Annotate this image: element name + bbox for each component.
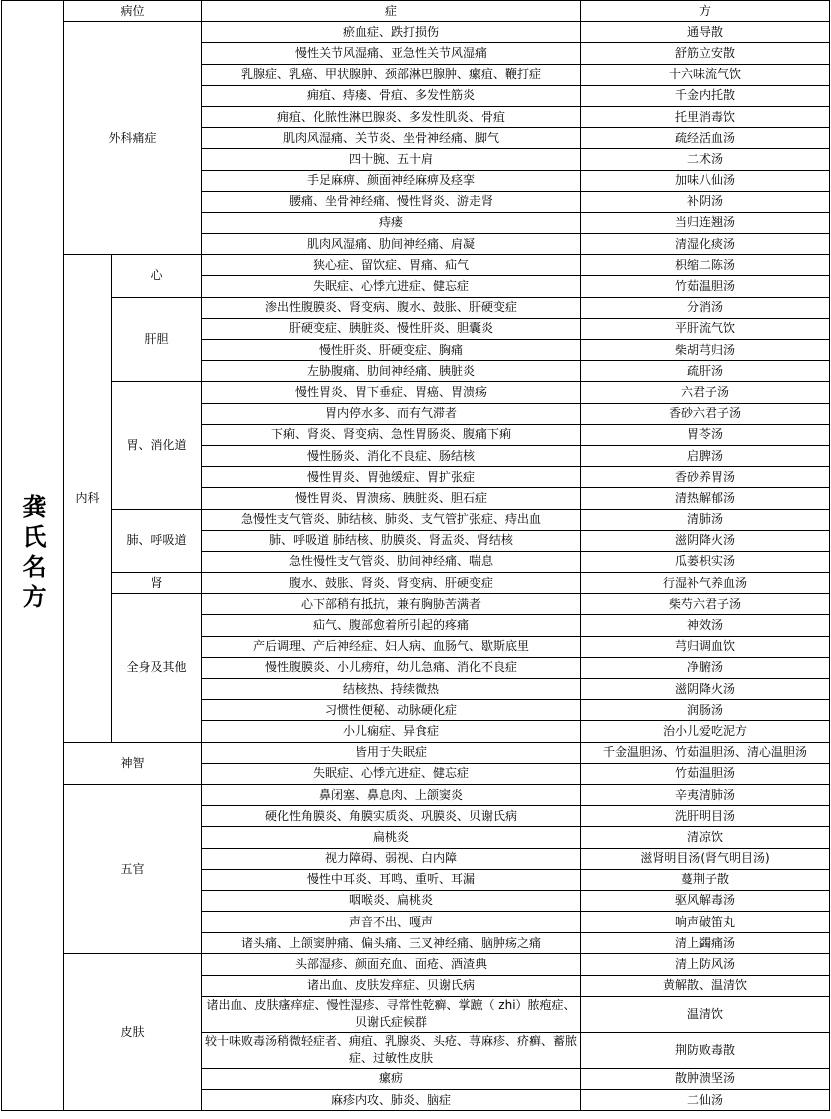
table-row bbox=[2, 573, 830, 594]
table-row bbox=[2, 594, 830, 615]
symptom-cell: 肝硬变症、胰脏炎、慢性肝炎、胆囊炎 bbox=[202, 318, 581, 339]
symptom-cell: 诸头痛、上颌窦肿痛、偏头痛、三叉神经痛、脑肿疡之痛 bbox=[202, 933, 581, 954]
symptom-cell: 肺、呼吸道 肺结核、肋膜炎、肾盂炎、肾结核 bbox=[202, 530, 581, 551]
table-row bbox=[2, 742, 830, 763]
symptom-cell: 渗出性腹膜炎、肾变病、腹水、鼓胀、肝硬变症 bbox=[202, 297, 581, 318]
header-position: 病位 bbox=[64, 1, 202, 22]
formula-cell: 平肝流气饮 bbox=[581, 318, 830, 339]
symptom-cell: 硬化性角膜炎、角膜实质炎、巩膜炎、贝谢氏病 bbox=[202, 806, 581, 827]
subgroup-cell: 肾 bbox=[112, 573, 202, 594]
symptom-cell: 瘰疬 bbox=[202, 1068, 581, 1089]
symptom-cell: 鼻闭塞、鼻息肉、上颌窦炎 bbox=[202, 784, 581, 805]
formula-cell: 六君子汤 bbox=[581, 382, 830, 403]
formula-cell: 温清饮 bbox=[581, 996, 830, 1032]
table-row bbox=[2, 784, 830, 805]
symptom-cell: 痔瘘 bbox=[202, 212, 581, 233]
table-row bbox=[2, 22, 830, 43]
formula-cell: 治小儿爱吃泥方 bbox=[581, 721, 830, 742]
table-row bbox=[2, 297, 830, 318]
symptom-cell: 左胁腹痛、肋间神经痛、胰脏炎 bbox=[202, 361, 581, 382]
symptom-cell: 头部湿疹、颜面充血、面疮、酒渣典 bbox=[202, 954, 581, 975]
formula-cell: 清热解郁汤 bbox=[581, 488, 830, 509]
formula-cell: 响声破笛丸 bbox=[581, 912, 830, 933]
symptom-cell: 腰痛、坐骨神经痛、慢性肾炎、游走肾 bbox=[202, 191, 581, 212]
formula-cell: 托里消毒饮 bbox=[581, 106, 830, 127]
symptom-cell: 疝气、腹部愈着所引起的疼痛 bbox=[202, 615, 581, 636]
symptom-cell: 急慢性支气管炎、肺结核、肺炎、支气管扩张症、痔出血 bbox=[202, 509, 581, 530]
header-row bbox=[2, 1, 830, 22]
formula-table bbox=[1, 0, 830, 1111]
formula-cell: 洗肝明目汤 bbox=[581, 806, 830, 827]
symptom-cell: 瘀血症、跌打损伤 bbox=[202, 22, 581, 43]
subgroup-cell: 全身及其他 bbox=[112, 594, 202, 742]
formula-cell: 荆防败毒散 bbox=[581, 1032, 830, 1068]
symptom-cell: 痈疽、化脓性淋巴腺炎、多发性肌炎、骨疽 bbox=[202, 106, 581, 127]
formula-cell: 香砂养胃汤 bbox=[581, 467, 830, 488]
formula-cell: 滋阴降火汤 bbox=[581, 679, 830, 700]
formula-cell: 疏经活血汤 bbox=[581, 128, 830, 149]
table-body bbox=[2, 1, 830, 1111]
formula-cell: 清湿化痰汤 bbox=[581, 234, 830, 255]
formula-cell: 二仙汤 bbox=[581, 1090, 830, 1111]
page-title: 龚氏名方 bbox=[18, 493, 47, 614]
symptom-cell: 四十腕、五十肩 bbox=[202, 149, 581, 170]
formula-cell: 胃苓汤 bbox=[581, 424, 830, 445]
formula-cell: 柴芍六君子汤 bbox=[581, 594, 830, 615]
symptom-cell: 慢性肠炎、消化不良症、肠结核 bbox=[202, 445, 581, 466]
symptom-cell: 习惯性便秘、动脉硬化症 bbox=[202, 700, 581, 721]
symptom-cell: 腹水、鼓胀、肾炎、肾变病、肝硬变症 bbox=[202, 573, 581, 594]
symptom-cell: 心下部稍有抵抗，兼有胸胁苦满者 bbox=[202, 594, 581, 615]
symptom-cell: 手足麻痹、颜面神经麻痹及痉挛 bbox=[202, 170, 581, 191]
formula-cell: 竹茹温胆汤 bbox=[581, 763, 830, 784]
group-cell: 内科 bbox=[64, 255, 112, 742]
formula-cell: 补阴汤 bbox=[581, 191, 830, 212]
formula-cell: 香砂六君子汤 bbox=[581, 403, 830, 424]
symptom-cell: 结核热、持续微热 bbox=[202, 679, 581, 700]
formula-cell: 千金内托散 bbox=[581, 85, 830, 106]
subgroup-cell: 心 bbox=[112, 255, 202, 297]
symptom-cell: 慢性关节风湿痛、亚急性关节风湿痛 bbox=[202, 43, 581, 64]
title-cell bbox=[2, 1, 64, 1111]
symptom-cell: 失眠症、心悸亢进症、健忘症 bbox=[202, 276, 581, 297]
formula-cell: 舒筋立安散 bbox=[581, 43, 830, 64]
formula-cell: 清肺汤 bbox=[581, 509, 830, 530]
group-cell: 皮肤 bbox=[64, 954, 202, 1111]
symptom-cell: 扁桃炎 bbox=[202, 827, 581, 848]
symptom-cell: 较十味败毒汤稍微轻症者、痈疽、乳腺炎、头疮、荨麻疹、疥癣、蓄脓症、过敏性皮肤 bbox=[202, 1032, 581, 1068]
formula-cell: 千金温胆汤、竹茹温胆汤、清心温胆汤 bbox=[581, 742, 830, 763]
symptom-cell: 诸出血、皮肤发痒症、贝谢氏病 bbox=[202, 975, 581, 996]
symptom-cell: 产后调理、产后神经症、妇人病、血肠气、歇斯底里 bbox=[202, 636, 581, 657]
formula-cell: 净腑汤 bbox=[581, 657, 830, 678]
formula-cell: 黄解散、温清饮 bbox=[581, 975, 830, 996]
formula-cell: 滋肾明目汤(肾气明目汤) bbox=[581, 848, 830, 869]
symptom-cell: 肌肉风湿痛、肋间神经痛、肩凝 bbox=[202, 234, 581, 255]
symptom-cell: 小儿痫症、异食症 bbox=[202, 721, 581, 742]
subgroup-cell: 肺、呼吸道 bbox=[112, 509, 202, 573]
formula-cell: 散肿溃坚汤 bbox=[581, 1068, 830, 1089]
formula-cell: 十六味流气饮 bbox=[581, 64, 830, 85]
formula-cell: 枳缩二陈汤 bbox=[581, 255, 830, 276]
formula-cell: 驱风解毒汤 bbox=[581, 890, 830, 911]
symptom-cell: 慢性胃炎、胃下垂症、胃癌、胃溃疡 bbox=[202, 382, 581, 403]
symptom-cell: 狭心症、留饮症、胃痛、疝气 bbox=[202, 255, 581, 276]
symptom-cell: 视力障碍、弱视、白内障 bbox=[202, 848, 581, 869]
formula-cell: 柴胡芎归汤 bbox=[581, 340, 830, 361]
symptom-cell: 慢性肝炎、肝硬变症、胸痛 bbox=[202, 340, 581, 361]
formula-cell: 清凉饮 bbox=[581, 827, 830, 848]
formula-cell: 神效汤 bbox=[581, 615, 830, 636]
symptom-cell: 乳腺症、乳癌、甲状腺肿、颈部淋巴腺肿、瘰疽、鞭打症 bbox=[202, 64, 581, 85]
formula-cell: 行湿补气养血汤 bbox=[581, 573, 830, 594]
formula-cell: 疏肝汤 bbox=[581, 361, 830, 382]
subgroup-cell: 肝胆 bbox=[112, 297, 202, 382]
formula-cell: 分消汤 bbox=[581, 297, 830, 318]
formula-cell: 当归连翘汤 bbox=[581, 212, 830, 233]
symptom-cell: 慢性胃炎、胃弛缓症、胃扩张症 bbox=[202, 467, 581, 488]
symptom-cell: 声音不出、嘎声 bbox=[202, 912, 581, 933]
formula-cell: 辛夷清肺汤 bbox=[581, 784, 830, 805]
group-cell: 五官 bbox=[64, 784, 202, 954]
symptom-cell: 麻疹内攻、肺炎、脑症 bbox=[202, 1090, 581, 1111]
formula-cell: 蔓荆子散 bbox=[581, 869, 830, 890]
formula-cell: 竹茹温胆汤 bbox=[581, 276, 830, 297]
symptom-cell: 痈疽、痔瘘、骨疽、多发性筋炎 bbox=[202, 85, 581, 106]
symptom-cell: 诸出血、皮肤瘙痒症、慢性湿疹、寻常性乾癣、掌蹠（ zhi）脓疱症、贝谢氏症候群 bbox=[202, 996, 581, 1032]
table-row bbox=[2, 382, 830, 403]
formula-cell: 通导散 bbox=[581, 22, 830, 43]
header-symptom: 症 bbox=[202, 1, 581, 22]
symptom-cell: 咽喉炎、扁桃炎 bbox=[202, 890, 581, 911]
symptom-cell: 急性慢性支气管炎、肋间神经痛、喘息 bbox=[202, 551, 581, 572]
formula-cell: 启脾汤 bbox=[581, 445, 830, 466]
formula-cell: 瓜蒌枳实汤 bbox=[581, 551, 830, 572]
header-formula: 方 bbox=[581, 1, 830, 22]
formula-cell: 清上防风汤 bbox=[581, 954, 830, 975]
formula-cell: 润肠汤 bbox=[581, 700, 830, 721]
formula-cell: 滋阴降火汤 bbox=[581, 530, 830, 551]
symptom-cell: 胃内停水多、而有气滞者 bbox=[202, 403, 581, 424]
symptom-cell: 慢性中耳炎、耳鸣、重听、耳漏 bbox=[202, 869, 581, 890]
formula-cell: 清上蠲痛汤 bbox=[581, 933, 830, 954]
symptom-cell: 皆用于失眠症 bbox=[202, 742, 581, 763]
formula-cell: 二术汤 bbox=[581, 149, 830, 170]
group-cell: 外科痛症 bbox=[64, 22, 202, 255]
subgroup-cell: 胃、消化道 bbox=[112, 382, 202, 509]
formula-cell: 芎归调血饮 bbox=[581, 636, 830, 657]
group-cell: 神智 bbox=[64, 742, 202, 784]
symptom-cell: 慢性胃炎、胃溃疡、胰脏炎、胆石症 bbox=[202, 488, 581, 509]
symptom-cell: 肌肉风湿痛、关节炎、坐骨神经痛、脚气 bbox=[202, 128, 581, 149]
formula-cell: 加味八仙汤 bbox=[581, 170, 830, 191]
symptom-cell: 慢性腹膜炎、小儿痨疳，幼儿急痛、消化不良症 bbox=[202, 657, 581, 678]
symptom-cell: 下痢、肾炎、肾变病、急性胃肠炎、腹痛下痢 bbox=[202, 424, 581, 445]
table-row bbox=[2, 954, 830, 975]
symptom-cell: 失眠症、心悸亢进症、健忘症 bbox=[202, 763, 581, 784]
table-row bbox=[2, 255, 830, 276]
table-row bbox=[2, 509, 830, 530]
